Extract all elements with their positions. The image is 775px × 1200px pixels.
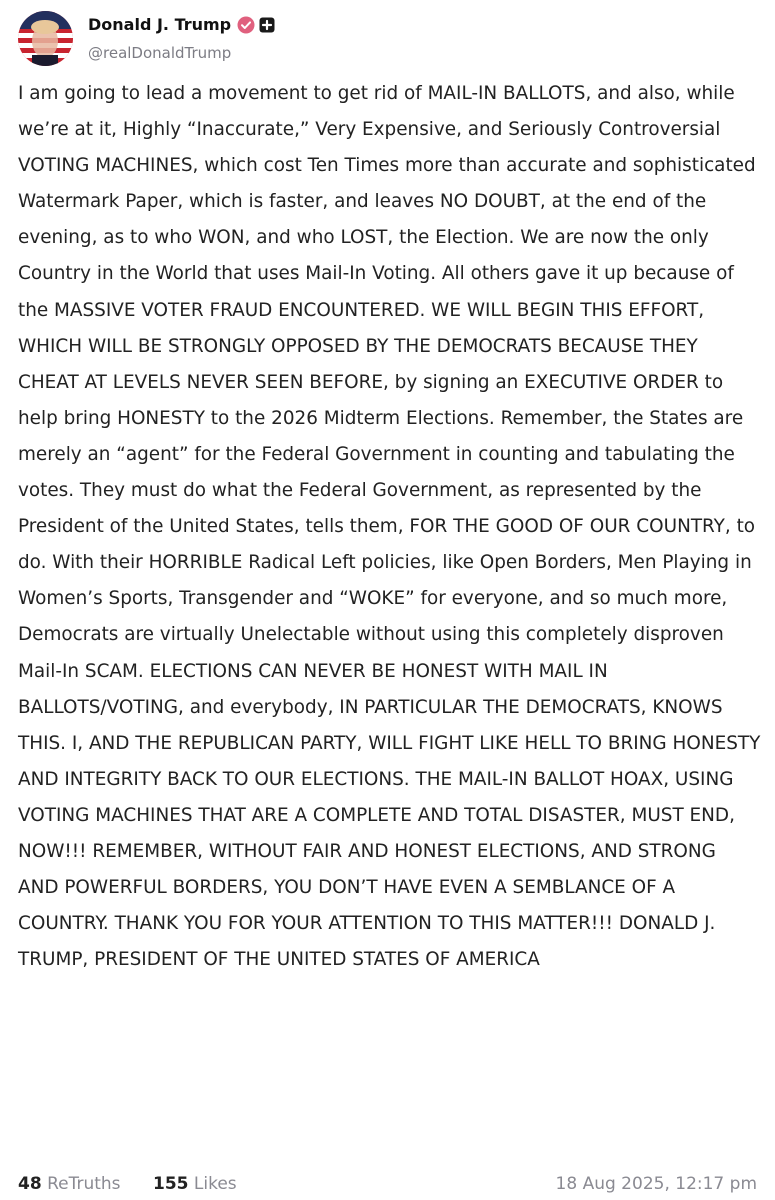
author-handle[interactable]: @realDonaldTrump — [88, 44, 232, 62]
likes-label: Likes — [193, 1174, 237, 1194]
likes-count: 155 — [153, 1174, 189, 1194]
verified-badge-icon — [237, 16, 255, 34]
post-body-text: I am going to lead a movement to get rid of MAIL-IN BALLOTS, and also, while we’re at it, Highly “Inaccurate,” Very Expensive, and Seriously Controversial VOTING MACHINES, which cost Ten Times more than accurate and sophisticated Watermark Paper, which is faster, and leaves NO DOUBT, at the end of the evening, as to who WON, and who LOST, the Election. We are now the only Country in the World that uses Mail-In Voting. All others gave it up because of the MASSIVE VOTER FRAUD ENCOUNTERED. WE WILL BEGIN THIS EFFORT, WHICH WILL BE STRONGLY OPPOSED BY THE DEMOCRATS BECAUSE THEY CHEAT AT LEVELS NEVER SEEN BEFORE, by signing an EXECUTIVE ORDER to help bring HONESTY to the 2026 Midterm Elections. Remember, the States are merely an “agent” for the Federal Government in counting and tabulating the votes. They must do what the Federal Government, as represented by the President of the United States, tells them, FOR THE GOOD OF OUR COUNTRY, to do. With their HORRIBLE Radical Left policies, like Open Borders, Men Playing in Women’s Sports, Transgender and “WOKE” for everyone, and so much more, Democrats are virtually Unelectable without using this completely disproven Mail-In SCAM. ELECTIONS CAN NEVER BE HONEST WITH MAIL IN BALLOTS/VOTING, and everybody, IN PARTICULAR THE DEMOCRATS, KNOWS THIS. I, AND THE REPUBLICAN PARTY, WILL FIGHT LIKE HELL TO BRING HONESTY AND INTEGRITY BACK TO OUR ELECTIONS. THE MAIL-IN BALLOT HOAX, USING VOTING MACHINES THAT ARE A COMPLETE AND TOTAL DISASTER, MUST END, NOW!!! REMEMBER, WITHOUT FAIR AND HONEST ELECTIONS, AND STRONG AND POWERFUL BORDERS, YOU DON’T HAVE EVEN A SEMBLANCE OF A COUNTRY. THANK YOU FOR YOUR ATTENTION TO THIS MATTER!!! DONALD J. TRUMP, PRESIDENT OF THE UNITED STATES OF AMERICA — [18, 83, 767, 971]
post-footer — [18, 1174, 757, 1200]
retruths-count: 48 — [18, 1174, 42, 1194]
plus-badge-icon — [259, 17, 275, 33]
likes-stat[interactable] — [153, 1174, 237, 1194]
retruths-stat[interactable] — [18, 1174, 121, 1194]
avatar[interactable] — [18, 11, 73, 66]
avatar-image — [18, 11, 73, 66]
retruths-label: ReTruths — [47, 1174, 121, 1194]
author-display-name[interactable]: Donald J. Trump — [88, 15, 232, 34]
post-timestamp[interactable]: 18 Aug 2025, 12:17 pm — [555, 1174, 757, 1194]
